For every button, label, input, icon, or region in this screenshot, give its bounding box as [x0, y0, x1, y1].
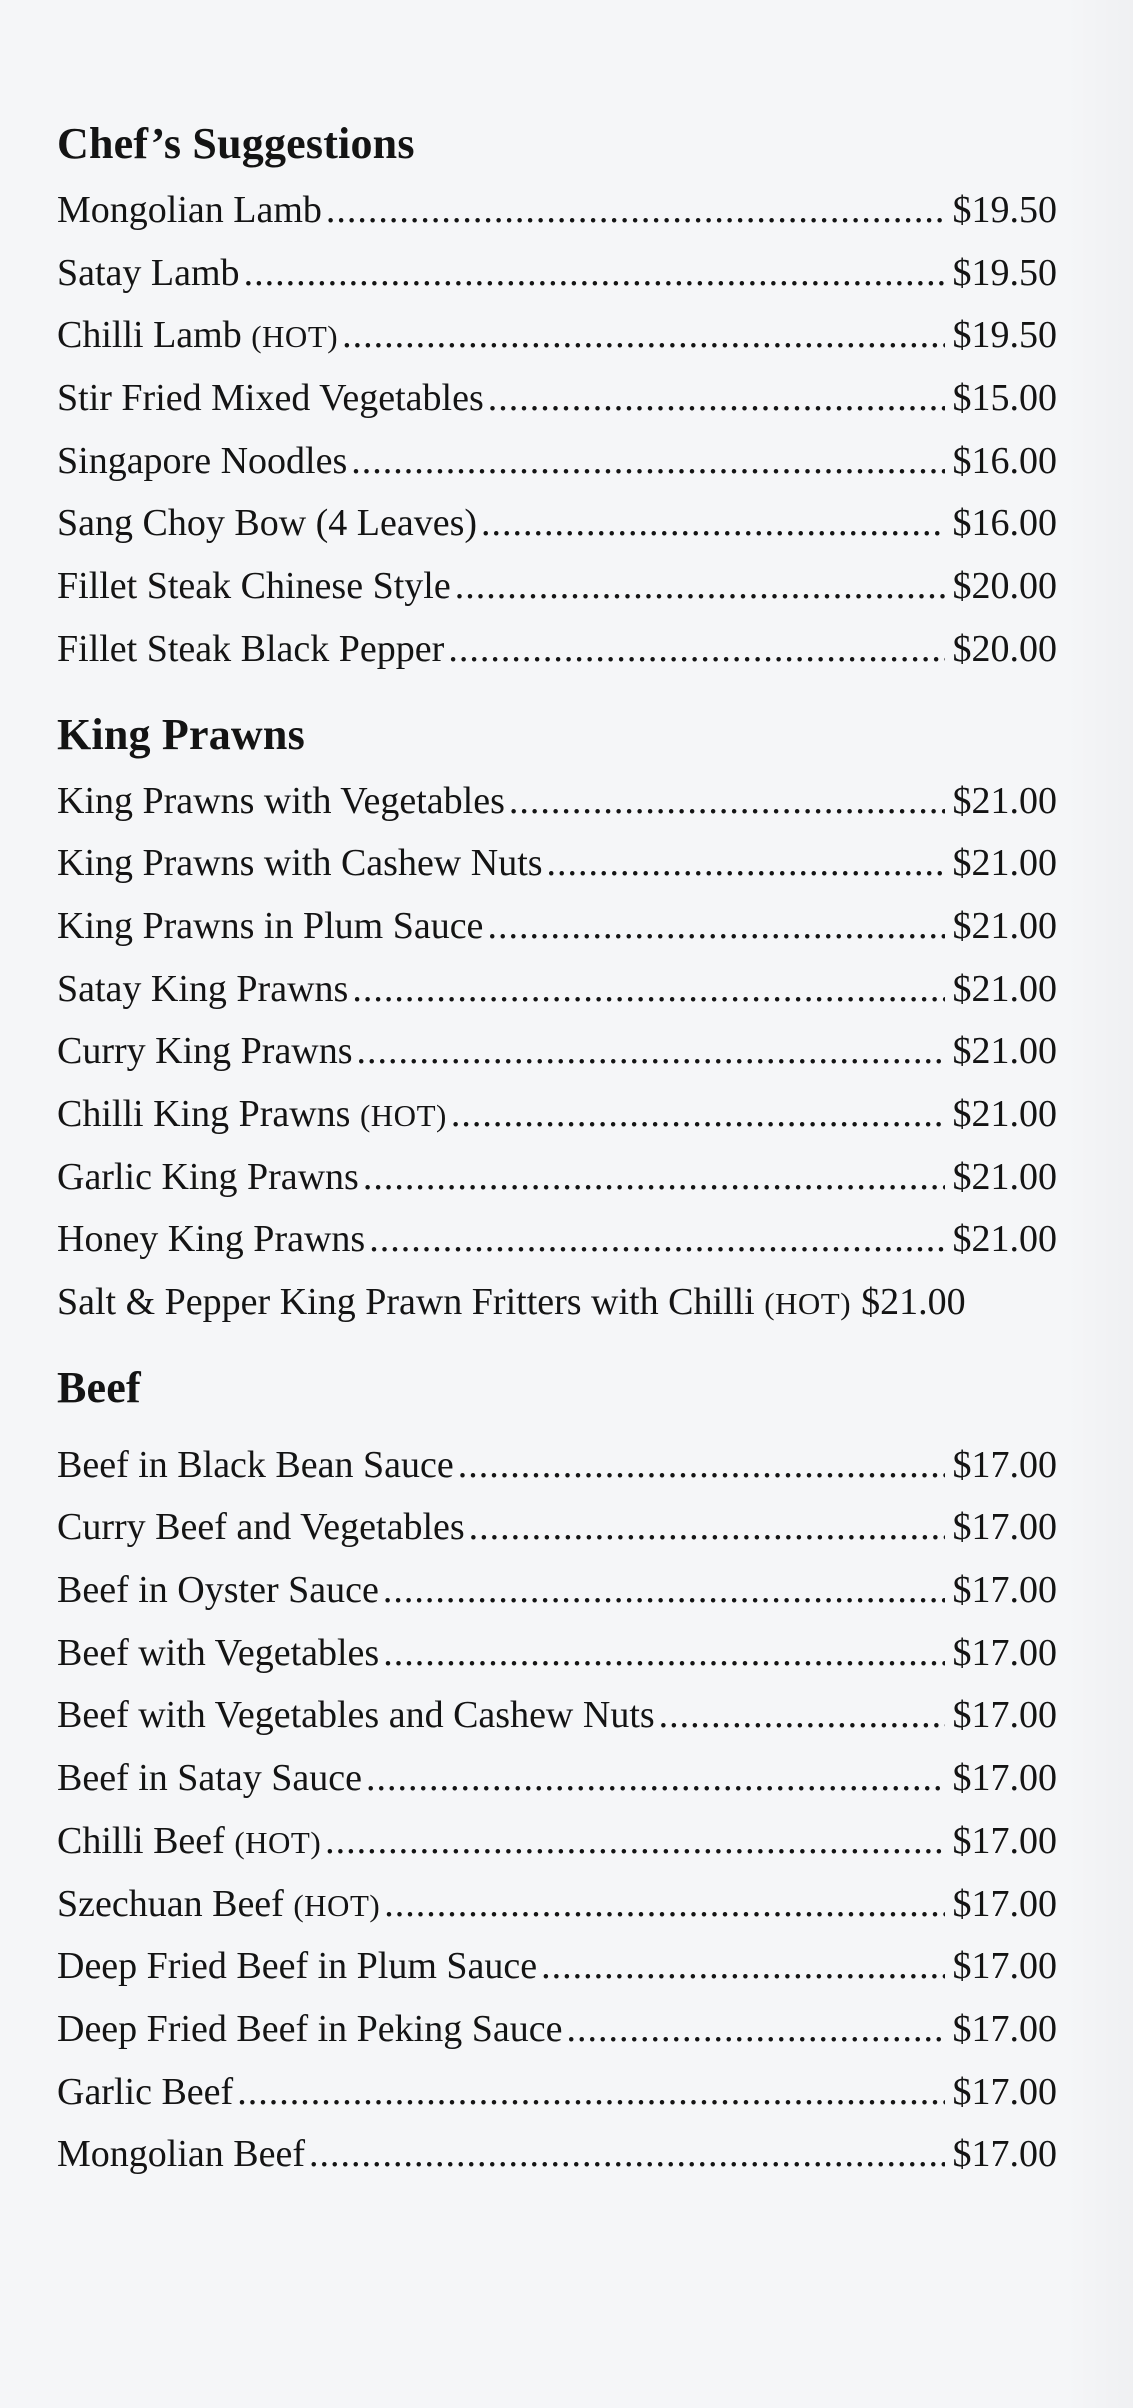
dot-leader [541, 1935, 944, 1998]
menu-item-name [57, 618, 444, 681]
menu-item-name [57, 895, 483, 958]
menu-item-price: $21.00 [952, 779, 1057, 822]
menu-item-name [57, 1020, 353, 1083]
menu-item [57, 555, 1057, 618]
menu-item-name [57, 1083, 447, 1146]
dot-leader [363, 1146, 945, 1209]
menu-item [57, 492, 1057, 555]
dot-leader [244, 242, 945, 305]
menu-item-price: $21.00 [952, 1218, 1057, 1261]
section-chefs-suggestions [57, 118, 1057, 681]
section-beef [57, 1362, 1057, 2186]
menu-item-name [57, 1559, 379, 1622]
menu-item-price: $16.00 [952, 439, 1057, 482]
menu-item-price: $19.50 [952, 251, 1057, 294]
dot-leader [366, 1747, 945, 1810]
dot-leader [469, 1496, 945, 1559]
menu-item [57, 618, 1057, 681]
menu-item-name-text: Deep Fried Beef in Peking Sauce [57, 2007, 563, 2050]
menu-item-price: $16.00 [952, 502, 1057, 545]
menu-item [57, 1496, 1057, 1559]
menu-item [57, 1559, 1057, 1622]
menu-item-price: $17.00 [952, 1757, 1057, 1800]
menu-item-price: $17.00 [952, 2133, 1057, 2176]
menu-item-name [57, 1873, 380, 1936]
menu-item [57, 179, 1057, 242]
menu-item-name-text: King Prawns with Cashew Nuts [57, 842, 543, 885]
menu-item-name-text: King Prawns in Plum Sauce [57, 904, 484, 947]
dot-leader [383, 1559, 945, 1622]
menu-item-name-text: Curry King Prawns [57, 1030, 353, 1073]
menu-item-name [57, 1271, 851, 1334]
menu-items [57, 770, 1057, 1334]
dot-leader [357, 1020, 945, 1083]
menu-item [57, 1083, 1057, 1146]
hot-label: (HOT) [251, 319, 339, 355]
menu-item-name [57, 179, 322, 242]
menu-item-name [57, 242, 240, 305]
menu-item-name-text: Deep Fried Beef in Plum Sauce [57, 1945, 538, 1988]
menu-item-price: $19.50 [952, 189, 1057, 231]
menu-item-name-text: Chilli Beef [57, 1819, 235, 1862]
menu-item-price: $21.00 [861, 1281, 966, 1323]
dot-leader [448, 618, 944, 681]
menu-item [57, 1434, 1057, 1497]
dot-leader [455, 555, 945, 618]
dot-leader [659, 1684, 945, 1747]
menu-item-name [57, 2123, 305, 2186]
menu-item-name-text: Chilli King Prawns [57, 1092, 360, 1135]
menu-item [57, 2061, 1057, 2124]
menu-item-name [57, 430, 347, 493]
dot-leader [325, 1810, 944, 1873]
menu-items [57, 179, 1057, 681]
menu-item [57, 1271, 1057, 1334]
menu-item-name [57, 367, 484, 430]
dot-leader [309, 2123, 944, 2186]
menu-item-name [57, 555, 451, 618]
menu-item [57, 1747, 1057, 1810]
menu-item-name [57, 1935, 537, 1998]
section-king-prawns [57, 709, 1057, 1334]
menu-item-name-text: King Prawns with Vegetables [57, 779, 505, 822]
menu-item [57, 367, 1057, 430]
menu-item-price: $17.00 [952, 1569, 1057, 1612]
menu-item-price: $17.00 [952, 2007, 1057, 2050]
menu-item-name [57, 304, 338, 367]
menu-item-name [57, 492, 477, 555]
dot-leader [488, 367, 945, 430]
menu-item [57, 1684, 1057, 1747]
menu-item-price: $19.50 [952, 314, 1057, 357]
section-title: King Prawns [57, 709, 305, 759]
hot-label: (HOT) [234, 1824, 322, 1860]
dot-leader [566, 1998, 944, 2061]
hot-label: (HOT) [764, 1286, 852, 1321]
menu-item-price: $21.00 [952, 842, 1057, 885]
menu-item [57, 1935, 1057, 1998]
menu-item-name-text: Sang Choy Bow (4 Leaves) [57, 502, 478, 545]
menu-item-name [57, 1622, 379, 1685]
dot-leader [487, 895, 944, 958]
dot-leader [351, 430, 944, 493]
menu-item [57, 958, 1057, 1021]
menu-item-name-text: Fillet Steak Black Pepper [57, 627, 445, 670]
menu-item-price: $17.00 [952, 1631, 1057, 1674]
menu-item-name [57, 1998, 562, 2061]
menu-item-name-text: Honey King Prawns [57, 1218, 366, 1261]
menu-item-name-text: Stir Fried Mixed Vegetables [57, 377, 484, 420]
menu-item-name-text: Garlic Beef [57, 2070, 234, 2113]
menu-item-price: $17.00 [952, 1819, 1057, 1862]
dot-leader [547, 832, 945, 895]
menu-item-name-text: Fillet Steak Chinese Style [57, 565, 451, 608]
menu-item-name-text: Szechuan Beef [57, 1882, 294, 1925]
menu-item-name [57, 1810, 321, 1873]
menu-item-price: $20.00 [952, 565, 1057, 608]
menu-item-name-text: Beef in Black Bean Sauce [57, 1443, 454, 1486]
menu-items [57, 1434, 1057, 2186]
menu-item-name [57, 1747, 362, 1810]
menu-item-price: $21.00 [952, 1092, 1057, 1135]
menu-item [57, 770, 1057, 833]
menu-item-name [57, 1434, 454, 1497]
dot-leader [326, 179, 945, 242]
menu-item-name-text: Satay Lamb [57, 251, 240, 294]
menu-item-price: $17.00 [952, 1882, 1057, 1925]
menu-item-name-text: Chilli Lamb [57, 314, 252, 357]
menu-item-name-text: Beef in Oyster Sauce [57, 1569, 379, 1612]
menu-item-price: $20.00 [952, 627, 1057, 670]
menu-item [57, 1208, 1057, 1271]
dot-leader [383, 1622, 944, 1685]
dot-leader [481, 492, 944, 555]
dot-leader [237, 2061, 944, 2124]
menu-item-name [57, 958, 348, 1021]
menu-item [57, 304, 1057, 367]
dot-leader [352, 958, 944, 1021]
dot-leader [342, 304, 944, 367]
menu-item-price: $21.00 [952, 904, 1057, 947]
menu-item-name-text: Singapore Noodles [57, 439, 348, 482]
menu-item [57, 2123, 1057, 2186]
menu-item-name-text: Beef with Vegetables and Cashew Nuts [57, 1694, 655, 1737]
menu-item-name-text: Satay King Prawns [57, 967, 349, 1010]
menu-item-name [57, 1208, 365, 1271]
menu-item [57, 1020, 1057, 1083]
menu-item-name [57, 832, 543, 895]
menu-item-price: $15.00 [952, 377, 1057, 420]
menu-item-name-text: Mongolian Beef [57, 2133, 306, 2176]
menu-item-price: $17.00 [952, 2070, 1057, 2113]
menu-item-name-text: Garlic King Prawns [57, 1155, 359, 1198]
menu-item-price: $17.00 [952, 1694, 1057, 1737]
dot-leader [369, 1208, 944, 1271]
menu-item-name [57, 2061, 233, 2124]
hot-label: (HOT) [359, 1097, 447, 1133]
menu-item [57, 242, 1057, 305]
menu-item-price: $17.00 [952, 1506, 1057, 1549]
menu-item-name [57, 770, 505, 833]
menu-item-price: $17.00 [952, 1443, 1057, 1486]
menu-item-name [57, 1146, 359, 1209]
menu-item-name-text: Beef with Vegetables [57, 1631, 380, 1674]
menu-item-price: $21.00 [952, 1155, 1057, 1198]
menu-item-name-text: Salt & Pepper King Prawn Fritters with Chilli [57, 1281, 765, 1323]
menu-item-name-text: Beef in Satay Sauce [57, 1757, 362, 1800]
menu-item-price: $17.00 [952, 1945, 1057, 1988]
menu-item-name [57, 1496, 465, 1559]
menu-item-name-text: Mongolian Lamb [57, 189, 322, 231]
dot-leader [509, 770, 945, 833]
menu-item [57, 895, 1057, 958]
section-title: Beef [57, 1362, 141, 1412]
menu-item-price: $21.00 [952, 1030, 1057, 1073]
menu-item-price: $21.00 [952, 967, 1057, 1010]
menu-item [57, 1810, 1057, 1873]
menu-item [57, 1146, 1057, 1209]
dot-leader [384, 1873, 944, 1936]
menu-item-name-text: Curry Beef and Vegetables [57, 1506, 465, 1549]
menu-item [57, 832, 1057, 895]
menu-item [57, 1998, 1057, 2061]
dot-leader [451, 1083, 945, 1146]
menu-item [57, 1622, 1057, 1685]
menu-item [57, 1873, 1057, 1936]
section-title: Chef’s Suggestions [57, 119, 415, 168]
menu-item-name [57, 1684, 655, 1747]
hot-label: (HOT) [293, 1887, 381, 1923]
menu-item [57, 430, 1057, 493]
dot-leader [458, 1434, 945, 1497]
